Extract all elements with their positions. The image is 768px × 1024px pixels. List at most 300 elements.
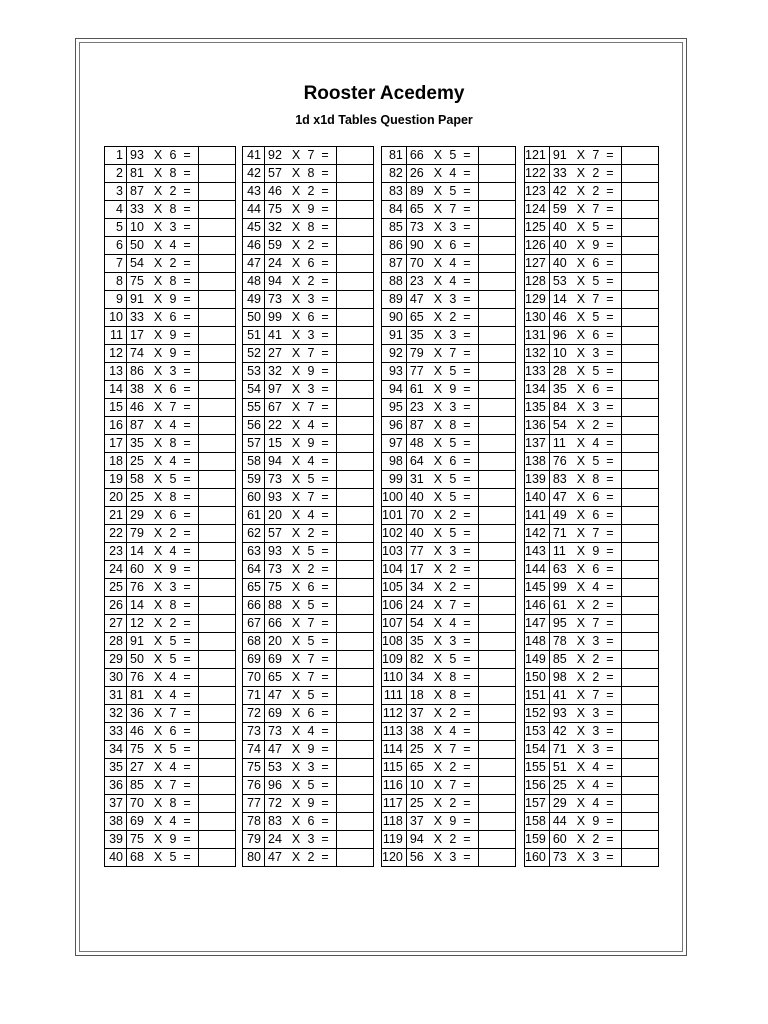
answer-box[interactable] (199, 165, 236, 183)
answer-box[interactable] (621, 651, 658, 669)
answer-box[interactable] (478, 147, 515, 165)
answer-box[interactable] (478, 795, 515, 813)
answer-box[interactable] (199, 777, 236, 795)
answer-box[interactable] (199, 525, 236, 543)
answer-box[interactable] (621, 489, 658, 507)
answer-box[interactable] (199, 669, 236, 687)
times-sign: X (291, 832, 301, 846)
multiplicand: 33 (552, 166, 567, 180)
answer-box[interactable] (478, 723, 515, 741)
equals-sign: = (183, 562, 191, 576)
answer-box[interactable] (337, 705, 374, 723)
question-number: 139 (525, 471, 550, 489)
equals-sign: = (606, 706, 614, 720)
answer-box[interactable] (337, 183, 374, 201)
answer-box[interactable] (337, 723, 374, 741)
answer-box[interactable] (621, 237, 658, 255)
answer-box[interactable] (337, 633, 374, 651)
question-number: 52 (243, 345, 265, 363)
answer-box[interactable] (478, 219, 515, 237)
answer-box[interactable] (199, 435, 236, 453)
question-number: 146 (525, 597, 550, 615)
multiplier: 4 (449, 274, 457, 288)
times-sign: X (433, 184, 443, 198)
answer-box[interactable] (337, 273, 374, 291)
times-sign: X (291, 292, 301, 306)
multiplicand: 92 (268, 148, 282, 162)
answer-box[interactable] (199, 507, 236, 525)
answer-box[interactable] (199, 345, 236, 363)
equals-sign: = (321, 724, 329, 738)
answer-box[interactable] (478, 831, 515, 849)
times-sign: X (153, 328, 163, 342)
answer-box[interactable] (199, 291, 236, 309)
multiplicand: 49 (552, 508, 567, 522)
answer-box[interactable] (621, 165, 658, 183)
question-expression (406, 219, 478, 237)
answer-box[interactable] (478, 813, 515, 831)
answer-box[interactable] (621, 813, 658, 831)
multiplier: 6 (592, 508, 600, 522)
answer-box[interactable] (478, 165, 515, 183)
answer-box[interactable] (199, 219, 236, 237)
answer-box[interactable] (621, 687, 658, 705)
question-number: 97 (382, 435, 407, 453)
answer-box[interactable] (199, 273, 236, 291)
answer-box[interactable] (337, 453, 374, 471)
answer-box[interactable] (478, 363, 515, 381)
answer-box[interactable] (621, 543, 658, 561)
answer-box[interactable] (478, 291, 515, 309)
answer-box[interactable] (337, 687, 374, 705)
answer-box[interactable] (478, 669, 515, 687)
answer-box[interactable] (337, 489, 374, 507)
question-row (105, 777, 236, 795)
answer-box[interactable] (621, 345, 658, 363)
answer-box[interactable] (199, 723, 236, 741)
multiplier: 2 (449, 706, 457, 720)
answer-box[interactable] (337, 435, 374, 453)
answer-box[interactable] (621, 831, 658, 849)
answer-box[interactable] (337, 201, 374, 219)
answer-box[interactable] (199, 399, 236, 417)
times-sign: X (291, 436, 301, 450)
multiplier: 2 (449, 832, 457, 846)
question-expression (549, 579, 621, 597)
question-number: 30 (105, 669, 127, 687)
times-sign: X (576, 742, 586, 756)
question-expression (406, 597, 478, 615)
answer-box[interactable] (621, 327, 658, 345)
answer-box[interactable] (478, 741, 515, 759)
times-sign: X (433, 670, 443, 684)
times-sign: X (433, 400, 443, 414)
answer-box[interactable] (199, 849, 236, 867)
multiplicand: 47 (268, 850, 282, 864)
times-sign: X (433, 202, 443, 216)
answer-box[interactable] (337, 579, 374, 597)
answer-box[interactable] (478, 237, 515, 255)
multiplier: 5 (449, 490, 457, 504)
answer-box[interactable] (478, 507, 515, 525)
equals-sign: = (606, 796, 614, 810)
answer-box[interactable] (199, 651, 236, 669)
multiplier: 2 (307, 238, 315, 252)
answer-box[interactable] (337, 363, 374, 381)
question-row (243, 453, 374, 471)
equals-sign: = (606, 328, 614, 342)
answer-box[interactable] (337, 309, 374, 327)
answer-box[interactable] (337, 291, 374, 309)
question-number: 103 (382, 543, 407, 561)
answer-box[interactable] (478, 633, 515, 651)
answer-box[interactable] (199, 471, 236, 489)
answer-box[interactable] (621, 399, 658, 417)
question-number: 77 (243, 795, 265, 813)
question-number: 78 (243, 813, 265, 831)
answer-box[interactable] (337, 327, 374, 345)
answer-box[interactable] (621, 291, 658, 309)
answer-box[interactable] (199, 741, 236, 759)
answer-box[interactable] (337, 399, 374, 417)
question-number: 85 (382, 219, 407, 237)
multiplicand: 73 (268, 562, 282, 576)
question-number: 17 (105, 435, 127, 453)
answer-box[interactable] (621, 363, 658, 381)
question-expression (406, 669, 478, 687)
answer-box[interactable] (337, 795, 374, 813)
answer-box[interactable] (199, 489, 236, 507)
question-expression (549, 561, 621, 579)
answer-box[interactable] (199, 813, 236, 831)
times-sign: X (433, 778, 443, 792)
answer-box[interactable] (478, 183, 515, 201)
answer-box[interactable] (478, 489, 515, 507)
answer-box[interactable] (621, 579, 658, 597)
answer-box[interactable] (337, 777, 374, 795)
answer-box[interactable] (337, 813, 374, 831)
answer-box[interactable] (199, 687, 236, 705)
multiplier: 3 (307, 382, 315, 396)
question-row (105, 435, 236, 453)
multiplicand: 93 (268, 490, 282, 504)
question-row (105, 651, 236, 669)
question-number: 125 (525, 219, 550, 237)
answer-box[interactable] (337, 615, 374, 633)
answer-box[interactable] (621, 615, 658, 633)
equals-sign: = (183, 274, 191, 288)
answer-box[interactable] (199, 795, 236, 813)
question-expression (265, 507, 337, 525)
answer-box[interactable] (621, 633, 658, 651)
multiplicand: 38 (130, 382, 144, 396)
question-number: 69 (243, 651, 265, 669)
answer-box[interactable] (478, 777, 515, 795)
answer-box[interactable] (478, 417, 515, 435)
answer-box[interactable] (337, 417, 374, 435)
answer-box[interactable] (337, 651, 374, 669)
answer-box[interactable] (337, 759, 374, 777)
answer-box[interactable] (199, 579, 236, 597)
answer-box[interactable] (478, 687, 515, 705)
question-number: 115 (382, 759, 407, 777)
question-row (382, 777, 516, 795)
equals-sign: = (321, 814, 329, 828)
answer-box[interactable] (478, 453, 515, 471)
question-expression (406, 741, 478, 759)
question-expression (265, 201, 337, 219)
answer-box[interactable] (337, 219, 374, 237)
equals-sign: = (183, 436, 191, 450)
times-sign: X (576, 292, 586, 306)
answer-box[interactable] (478, 705, 515, 723)
question-row (382, 273, 516, 291)
answer-box[interactable] (478, 525, 515, 543)
question-number: 65 (243, 579, 265, 597)
equals-sign: = (463, 634, 471, 648)
question-expression (127, 327, 199, 345)
answer-box[interactable] (621, 507, 658, 525)
equals-sign: = (183, 580, 191, 594)
answer-box[interactable] (621, 201, 658, 219)
answer-box[interactable] (621, 849, 658, 867)
answer-box[interactable] (621, 435, 658, 453)
multiplicand: 11 (552, 436, 566, 450)
question-number: 70 (243, 669, 265, 687)
question-number: 57 (243, 435, 265, 453)
answer-box[interactable] (621, 471, 658, 489)
answer-box[interactable] (337, 561, 374, 579)
answer-box[interactable] (621, 417, 658, 435)
answer-box[interactable] (478, 759, 515, 777)
answer-box[interactable] (478, 381, 515, 399)
equals-sign: = (183, 454, 191, 468)
question-row (382, 651, 516, 669)
multiplicand: 40 (552, 220, 567, 234)
answer-box[interactable] (478, 255, 515, 273)
answer-box[interactable] (621, 561, 658, 579)
answer-box[interactable] (478, 615, 515, 633)
multiplicand: 78 (552, 634, 567, 648)
equals-sign: = (463, 166, 471, 180)
question-expression (549, 381, 621, 399)
equals-sign: = (183, 814, 191, 828)
question-row (243, 759, 374, 777)
multiplier: 9 (169, 562, 177, 576)
question-row (382, 165, 516, 183)
question-row (243, 381, 374, 399)
question-number: 154 (525, 741, 550, 759)
answer-box[interactable] (337, 345, 374, 363)
answer-box[interactable] (199, 615, 236, 633)
answer-box[interactable] (621, 741, 658, 759)
answer-box[interactable] (337, 741, 374, 759)
times-sign: X (153, 688, 163, 702)
question-row (105, 705, 236, 723)
answer-box[interactable] (478, 597, 515, 615)
question-expression (265, 669, 337, 687)
multiplier: 2 (307, 562, 315, 576)
multiplier: 6 (169, 508, 177, 522)
answer-box[interactable] (337, 507, 374, 525)
answer-box[interactable] (478, 651, 515, 669)
question-number: 36 (105, 777, 127, 795)
answer-box[interactable] (337, 381, 374, 399)
question-number: 1 (105, 147, 127, 165)
answer-box[interactable] (337, 543, 374, 561)
multiplicand: 23 (409, 400, 424, 414)
answer-box[interactable] (199, 705, 236, 723)
multiplicand: 59 (552, 202, 567, 216)
answer-box[interactable] (478, 327, 515, 345)
question-expression (549, 687, 621, 705)
answer-box[interactable] (478, 435, 515, 453)
answer-box[interactable] (621, 777, 658, 795)
equals-sign: = (463, 220, 471, 234)
question-row (382, 579, 516, 597)
multiplicand: 33 (130, 202, 144, 216)
times-sign: X (291, 220, 301, 234)
answer-box[interactable] (621, 219, 658, 237)
answer-box[interactable] (478, 201, 515, 219)
answer-box[interactable] (621, 183, 658, 201)
answer-box[interactable] (337, 147, 374, 165)
multiplicand: 27 (268, 346, 282, 360)
answer-box[interactable] (337, 165, 374, 183)
question-row (525, 651, 659, 669)
multiplicand: 46 (130, 400, 144, 414)
equals-sign: = (321, 220, 329, 234)
answer-box[interactable] (478, 849, 515, 867)
question-expression (265, 453, 337, 471)
times-sign: X (576, 436, 586, 450)
times-sign: X (433, 526, 443, 540)
answer-box[interactable] (199, 561, 236, 579)
answer-box[interactable] (621, 309, 658, 327)
answer-box[interactable] (478, 309, 515, 327)
answer-box[interactable] (621, 273, 658, 291)
answer-box[interactable] (478, 399, 515, 417)
question-expression (265, 795, 337, 813)
times-sign: X (576, 166, 586, 180)
answer-box[interactable] (199, 183, 236, 201)
question-number: 86 (382, 237, 407, 255)
answer-box[interactable] (621, 597, 658, 615)
answer-box[interactable] (199, 147, 236, 165)
equals-sign: = (183, 742, 191, 756)
answer-box[interactable] (621, 759, 658, 777)
question-row (105, 417, 236, 435)
multiplicand: 48 (409, 436, 424, 450)
answer-box[interactable] (621, 669, 658, 687)
answer-box[interactable] (199, 255, 236, 273)
question-row (525, 417, 659, 435)
question-number: 64 (243, 561, 265, 579)
answer-box[interactable] (199, 201, 236, 219)
question-number: 34 (105, 741, 127, 759)
answer-box[interactable] (199, 759, 236, 777)
question-row (525, 633, 659, 651)
answer-box[interactable] (621, 723, 658, 741)
multiplicand: 41 (268, 328, 282, 342)
answer-box[interactable] (337, 525, 374, 543)
answer-box[interactable] (199, 543, 236, 561)
answer-box[interactable] (478, 273, 515, 291)
question-number: 133 (525, 363, 550, 381)
answer-box[interactable] (478, 345, 515, 363)
answer-box[interactable] (199, 597, 236, 615)
answer-box[interactable] (621, 525, 658, 543)
multiplicand: 71 (552, 526, 567, 540)
answer-box[interactable] (199, 453, 236, 471)
answer-box[interactable] (337, 597, 374, 615)
question-row (243, 147, 374, 165)
times-sign: X (576, 688, 586, 702)
answer-box[interactable] (337, 831, 374, 849)
multiplicand: 61 (409, 382, 424, 396)
answer-box[interactable] (478, 561, 515, 579)
times-sign: X (576, 202, 586, 216)
multiplier: 2 (592, 418, 600, 432)
answer-box[interactable] (337, 849, 374, 867)
answer-box[interactable] (199, 831, 236, 849)
answer-box[interactable] (621, 255, 658, 273)
answer-box[interactable] (478, 579, 515, 597)
multiplier: 5 (307, 688, 315, 702)
answer-box[interactable] (199, 237, 236, 255)
times-sign: X (291, 274, 301, 288)
multiplicand: 84 (552, 400, 567, 414)
question-expression (265, 165, 337, 183)
question-row (243, 399, 374, 417)
answer-box[interactable] (621, 147, 658, 165)
answer-box[interactable] (478, 471, 515, 489)
answer-box[interactable] (337, 669, 374, 687)
answer-box[interactable] (199, 327, 236, 345)
equals-sign: = (321, 562, 329, 576)
answer-box[interactable] (199, 633, 236, 651)
equals-sign: = (183, 670, 191, 684)
answer-box[interactable] (199, 363, 236, 381)
answer-box[interactable] (199, 417, 236, 435)
multiplier: 2 (169, 616, 177, 630)
answer-box[interactable] (621, 795, 658, 813)
times-sign: X (433, 238, 443, 252)
answer-box[interactable] (199, 309, 236, 327)
multiplier: 6 (592, 328, 600, 342)
times-sign: X (576, 778, 586, 792)
question-row (525, 345, 659, 363)
multiplier: 9 (592, 238, 600, 252)
answer-box[interactable] (199, 381, 236, 399)
question-number: 10 (105, 309, 127, 327)
answer-box[interactable] (621, 381, 658, 399)
answer-box[interactable] (621, 453, 658, 471)
answer-box[interactable] (478, 543, 515, 561)
answer-box[interactable] (337, 255, 374, 273)
question-row (243, 291, 374, 309)
multiplicand: 25 (409, 742, 424, 756)
question-number: 19 (105, 471, 127, 489)
answer-box[interactable] (621, 705, 658, 723)
question-number: 3 (105, 183, 127, 201)
question-number: 98 (382, 453, 407, 471)
answer-box[interactable] (337, 237, 374, 255)
question-row (105, 255, 236, 273)
question-row (525, 741, 659, 759)
question-expression (127, 237, 199, 255)
answer-box[interactable] (337, 471, 374, 489)
